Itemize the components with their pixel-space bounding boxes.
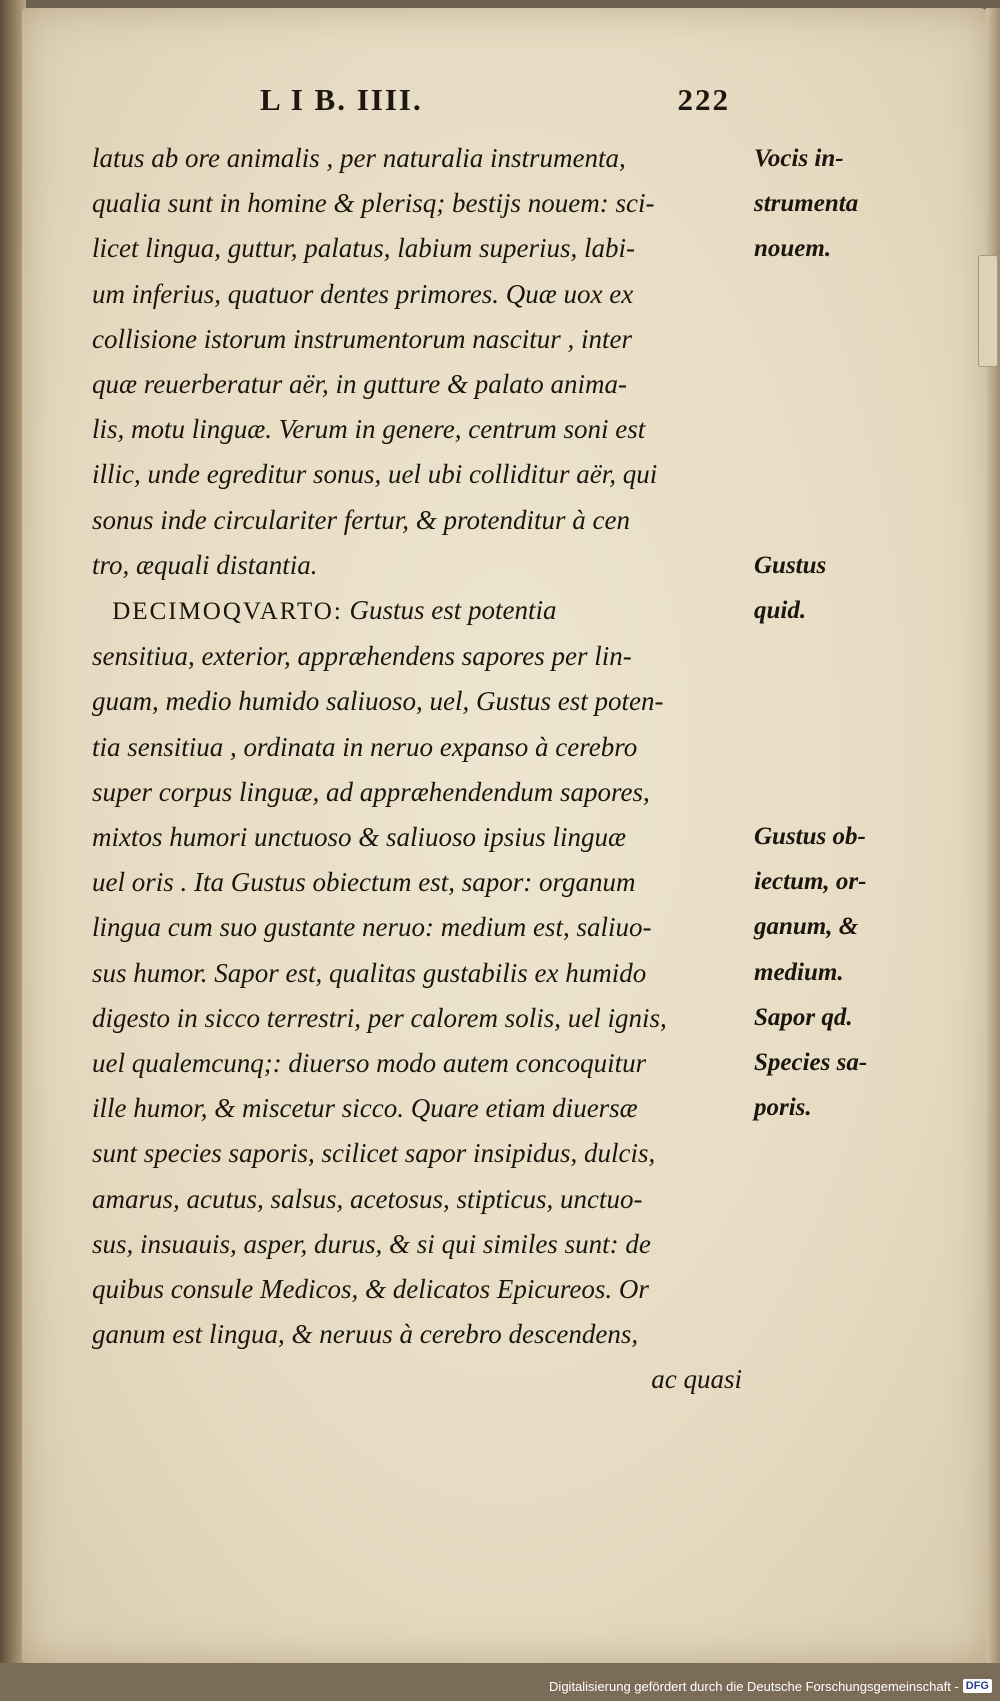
- text-line: quibus consule Medicos, & delicatos Epicureos. Or: [92, 1274, 649, 1305]
- digitization-credit: [549, 1676, 992, 1696]
- credit-text: Digitalisierung gefördert durch die Deutsche Forschungsgemeinschaft -: [549, 1678, 959, 1694]
- page-number: 222: [677, 82, 730, 117]
- paragraph-taste: [92, 588, 752, 1357]
- margin-note-flavour-species: [754, 1040, 894, 1130]
- margin-note-line: Sapor qd.: [754, 1004, 853, 1031]
- text-line: tro, æquali distantia.: [92, 549, 318, 580]
- margin-note-line: Species sa-: [754, 1049, 868, 1076]
- text-line: latus ab ore animalis , per naturalia instrumenta,: [92, 143, 626, 173]
- running-head-book: L I B. IIII.: [260, 82, 423, 117]
- text-line: licet lingua, guttur, palatus, labium superius, labi-: [92, 233, 636, 264]
- margin-note-line: quid.: [754, 597, 807, 625]
- text-line: digesto in sicco terrestri, per calorem solis, uel ignis,: [92, 1002, 667, 1033]
- running-head: [260, 82, 730, 122]
- dfg-logo: DFG: [963, 1679, 992, 1693]
- text-line: collisione istorum instrumentorum nascitur , inter: [92, 323, 632, 354]
- text-line: sus, insuauis, asper, durus, & si qui similes sunt: de: [92, 1228, 651, 1259]
- text-line: guam, medio humido saliuoso, uel, Gustus est poten-: [92, 686, 664, 717]
- text-line: sonus inde circulariter fertur, & protenditur à cen: [92, 504, 630, 535]
- text-line: qualia sunt in homine & plerisq; bestijs nouem: sci-: [92, 188, 655, 219]
- text-line: uel oris . Ita Gustus obiectum est, sapor: organum: [92, 867, 636, 898]
- text-line: um inferius, quatuor dentes primores. Quæ uox ex: [92, 278, 634, 309]
- margin-note-line: ganum, &: [754, 913, 859, 941]
- text-line: uel qualemcunq;: diuerso modo autem concoquitur: [92, 1048, 647, 1079]
- text-line: illic, unde egreditur sonus, uel ubi colliditur aër, qui: [92, 459, 658, 490]
- text-line: lingua cum suo gustante neruo: medium est, saliuo-: [92, 912, 652, 943]
- margin-note-line: medium.: [754, 958, 844, 986]
- section-heading: DECIMOQVARTO:: [112, 598, 343, 626]
- margin-note-taste-definition: [754, 543, 894, 633]
- text-line: ganum est lingua, & neruus à cerebro descendens,: [92, 1319, 639, 1350]
- margin-note-line: poris.: [754, 1094, 812, 1122]
- text-line: lis, motu linguæ. Verum in genere, centrum soni est: [92, 414, 646, 445]
- text-line: quæ reuerberatur aër, in gutture & palato anima-: [92, 369, 627, 400]
- text-line: mixtos humori unctuoso & saliuoso ipsius linguæ: [92, 822, 627, 853]
- margin-note-line: Vocis in-: [754, 145, 844, 172]
- section-first-line: [92, 588, 752, 634]
- margin-note-line: strumenta: [754, 190, 859, 218]
- margin-note-line: iectum, or-: [754, 868, 867, 896]
- text-line: sensitiua, exterior, appræhendens sapores per lin-: [92, 641, 632, 672]
- text-line: super corpus linguæ, ad appræhendendum sapores,: [92, 776, 650, 807]
- text-line: ille humor, & miscetur sicco. Quare etiam diuersæ: [92, 1093, 638, 1124]
- page-tab-marker: [978, 255, 998, 367]
- catchword: ac quasi: [651, 1364, 742, 1395]
- paragraph-voice: [92, 136, 752, 588]
- margin-note-voice-instruments: [754, 136, 894, 272]
- margin-note-flavour-definition: [754, 995, 894, 1040]
- section-first-text: Gustus est potentia: [342, 595, 557, 626]
- body-text: [92, 136, 752, 1403]
- margin-note-line: nouem.: [754, 235, 832, 263]
- text-line: tia sensitiua , ordinata in neruo expanso à cerebro: [92, 731, 638, 762]
- margin-note-line: Gustus ob-: [754, 823, 866, 850]
- margin-note-taste-object: [754, 814, 894, 995]
- section-lines: [92, 634, 752, 1357]
- previous-page-edge: [0, 80, 20, 1560]
- text-line: sus humor. Sapor est, qualitas gustabilis ex humido: [92, 957, 647, 988]
- margin-note-line: Gustus: [754, 552, 827, 579]
- text-line: amarus, acutus, salsus, acetosus, stipticus, unctuo-: [92, 1183, 643, 1214]
- text-line: sunt species saporis, scilicet sapor insipidus, dulcis,: [92, 1138, 656, 1169]
